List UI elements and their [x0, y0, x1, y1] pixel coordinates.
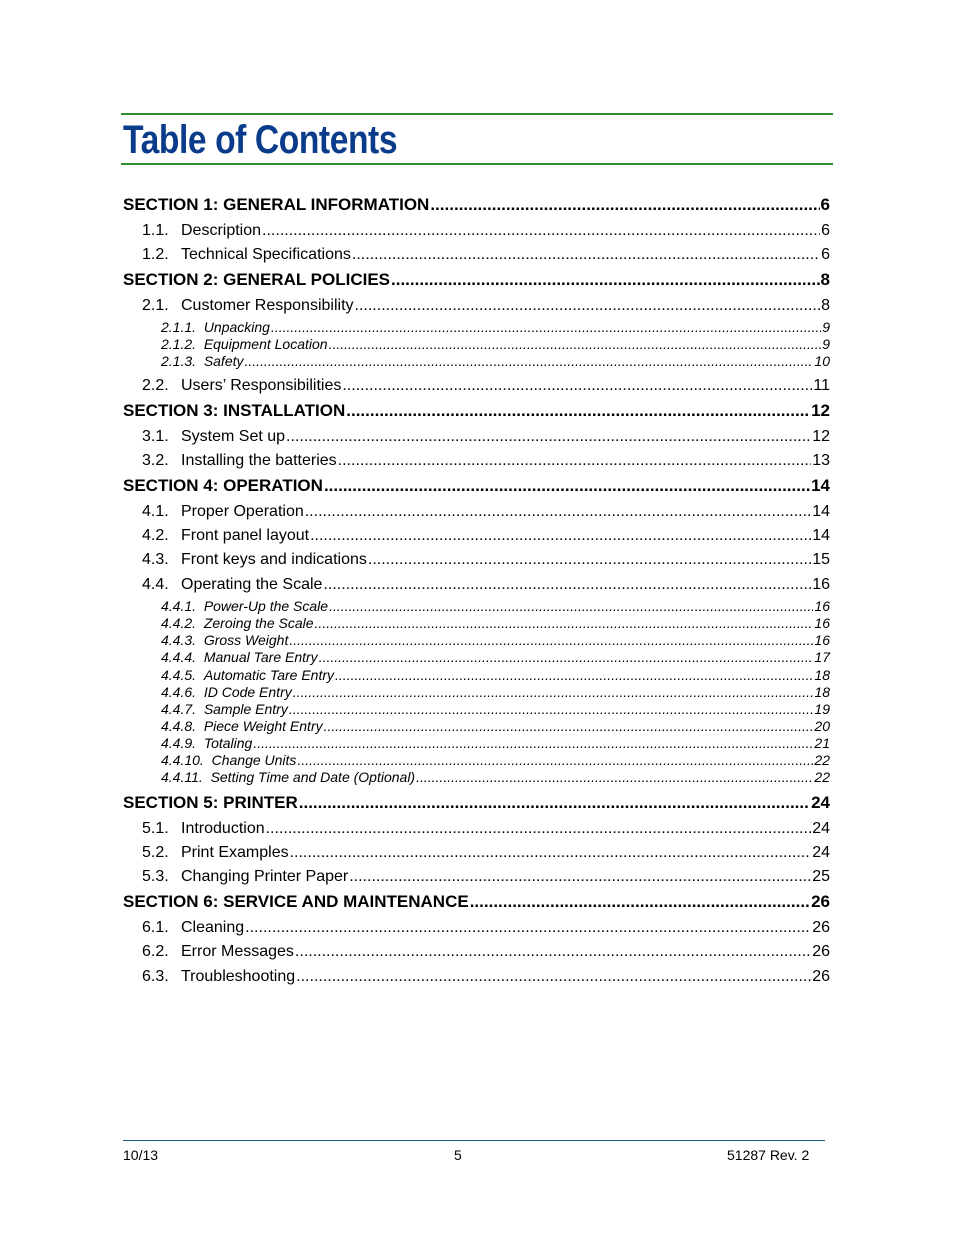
- toc-entry-text: SECTION 6: SERVICE AND MAINTENANCE: [123, 892, 469, 911]
- toc-entry-page: 8: [821, 297, 830, 314]
- toc-entry-label: [142, 574, 322, 595]
- toc-entry-text: SECTION 4: OPERATION: [123, 476, 323, 495]
- toc-leader-dots: [349, 866, 811, 887]
- toc-leader-dots: [346, 400, 810, 422]
- toc-entry-level-3[interactable]: [161, 336, 830, 353]
- toc-leader-dots: [290, 842, 812, 863]
- toc-entry-label: [142, 375, 341, 396]
- toc-leader-dots: [266, 818, 812, 839]
- toc-entry-label: [123, 194, 429, 216]
- toc-entry-label: [142, 295, 354, 316]
- toc-entry-number: 4.4.5.: [161, 667, 197, 683]
- toc-leader-dots: [416, 769, 813, 786]
- toc-entry-label: [142, 426, 285, 447]
- footer-rule: [123, 1140, 825, 1141]
- toc-entry-page: 6: [820, 195, 830, 214]
- toc-entry-level-2[interactable]: [142, 295, 830, 316]
- toc-entry-text: Change Units: [211, 752, 297, 768]
- toc-entry-number: 4.4.1.: [161, 598, 197, 614]
- toc-entry-text: System Set up: [181, 428, 286, 445]
- toc-leader-dots: [352, 244, 820, 265]
- toc-entry-level-2[interactable]: [142, 525, 830, 546]
- toc-entry-page: 24: [812, 844, 830, 861]
- toc-entry-text: Unpacking: [203, 319, 270, 335]
- toc-leader-dots: [430, 194, 819, 216]
- toc-entry-text: Totaling: [203, 735, 253, 751]
- toc-entry-text: Setting Time and Date (Optional): [210, 769, 416, 785]
- toc-entry-page: 24: [811, 793, 830, 812]
- toc-entry-level-3[interactable]: [161, 701, 830, 718]
- toc-entry-text: Sample Entry: [203, 701, 288, 717]
- toc-entry-level-2[interactable]: [142, 450, 830, 471]
- toc-entry-page: 6: [821, 222, 830, 239]
- toc-entry-label: [161, 684, 292, 701]
- toc-entry-text: Manual Tare Entry: [203, 649, 318, 665]
- toc-entry-number: 4.4.: [142, 576, 169, 593]
- toc-entry-label: [161, 353, 244, 370]
- toc-entry-page: 18: [814, 684, 830, 700]
- toc-entry-number: 1.1.: [142, 222, 169, 239]
- toc-leader-dots: [324, 475, 810, 497]
- toc-entry-label: [161, 598, 328, 615]
- toc-entry-level-2[interactable]: [142, 866, 830, 887]
- toc-leader-dots: [295, 941, 811, 962]
- toc-entry-page: 22: [814, 752, 830, 768]
- toc-entry-level-3[interactable]: [161, 598, 830, 615]
- toc-entry-text: SECTION 3: INSTALLATION: [123, 401, 346, 420]
- toc-entry-page: 11: [813, 377, 830, 394]
- toc-entry-label: [142, 842, 289, 863]
- toc-entry-number: 5.2.: [142, 844, 169, 861]
- toc-entry-label: [161, 701, 288, 718]
- toc-leader-dots: [289, 701, 814, 718]
- toc-entry-label: [142, 450, 337, 471]
- toc-entry-page: 16: [814, 615, 830, 631]
- toc-entry-page: 6: [821, 246, 830, 263]
- page-title: Table of Contents: [123, 118, 398, 162]
- toc-entry-text: Print Examples: [181, 844, 289, 861]
- toc-entry-text: Introduction: [181, 820, 265, 837]
- toc-entry-level-2[interactable]: [142, 426, 830, 447]
- toc-entry-page: 26: [812, 943, 830, 960]
- toc-entry-page: 17: [814, 649, 830, 665]
- toc-entry-level-3[interactable]: [161, 684, 830, 701]
- toc-entry-level-3[interactable]: [161, 667, 830, 684]
- toc-entry-text: Front panel layout: [181, 527, 310, 544]
- toc-entry-page: 13: [812, 452, 830, 469]
- toc-entry-level-2[interactable]: [142, 574, 830, 595]
- toc-entry-number: 6.1.: [142, 919, 169, 936]
- toc-entry-number: 4.4.10.: [161, 752, 204, 768]
- toc-entry-label: [142, 941, 294, 962]
- toc-entry-page: 22: [814, 769, 830, 785]
- toc-entry-page: 14: [812, 503, 830, 520]
- toc-leader-dots: [391, 269, 820, 291]
- toc-leader-dots: [286, 426, 811, 447]
- toc-entry-text: Installing the batteries: [181, 452, 337, 469]
- toc-entry-label: [142, 220, 261, 241]
- toc-entry-label: [161, 632, 288, 649]
- toc-entry-text: Front keys and indications: [181, 551, 367, 568]
- toc-entry-level-2[interactable]: [142, 818, 830, 839]
- toc-entry-label: [142, 917, 244, 938]
- toc-leader-dots: [310, 525, 811, 546]
- toc-entry-text: Changing Printer Paper: [181, 868, 349, 885]
- toc-entry-label: [161, 615, 314, 632]
- toc-entry-text: Gross Weight: [203, 632, 289, 648]
- toc-entry-level-1[interactable]: [123, 891, 830, 913]
- toc-entry-number: 5.3.: [142, 868, 169, 885]
- toc-leader-dots: [342, 375, 812, 396]
- toc-entry-level-2[interactable]: [142, 941, 830, 962]
- toc-entry-number: 4.4.11.: [161, 769, 203, 785]
- toc-entry-page: 19: [814, 701, 830, 717]
- toc-entry-level-3[interactable]: [161, 649, 830, 666]
- toc-leader-dots: [245, 917, 811, 938]
- toc-entry-level-3[interactable]: [161, 615, 830, 632]
- toc-leader-dots: [323, 574, 811, 595]
- toc-entry-number: 3.1.: [142, 428, 169, 445]
- toc-entry-number: 4.4.2.: [161, 615, 197, 631]
- toc-entry-label: [161, 319, 270, 336]
- toc-entry-number: 4.4.7.: [161, 701, 197, 717]
- toc-entry-number: 4.4.3.: [161, 632, 197, 648]
- toc-entry-text: Piece Weight Entry: [203, 718, 323, 734]
- toc-entry-page: 21: [814, 735, 830, 751]
- toc-entry-label: [161, 769, 415, 786]
- toc-leader-dots: [315, 615, 814, 632]
- toc-entry-text: SECTION 1: GENERAL INFORMATION: [123, 195, 430, 214]
- toc-entry-number: 2.1.2.: [161, 336, 197, 352]
- toc-entry-label: [142, 818, 265, 839]
- toc-leader-dots: [253, 735, 813, 752]
- toc-entry-level-3[interactable]: [161, 752, 830, 769]
- toc-entry-level-3[interactable]: [161, 735, 830, 752]
- toc-entry-level-2[interactable]: [142, 375, 830, 396]
- toc-leader-dots: [297, 752, 813, 769]
- toc-entry-label: [142, 966, 295, 987]
- toc-entry-page: 10: [814, 353, 830, 369]
- toc-entry-level-1[interactable]: [123, 475, 830, 497]
- toc-entry-text: Customer Responsibility: [181, 297, 354, 314]
- toc-entry-number: 2.1.3.: [161, 353, 197, 369]
- toc-entry-text: Troubleshooting: [181, 968, 296, 985]
- toc-entry-label: [142, 549, 367, 570]
- toc-leader-dots: [329, 598, 813, 615]
- toc-entry-text: SECTION 2: GENERAL POLICIES: [123, 270, 391, 289]
- toc-entry-label: [161, 735, 252, 752]
- toc-entry-label: [161, 718, 323, 735]
- toc-entry-number: 3.2.: [142, 452, 169, 469]
- toc-entry-label: [142, 866, 348, 887]
- toc-entry-number: 4.3.: [142, 551, 169, 568]
- toc-entry-text: Automatic Tare Entry: [203, 667, 335, 683]
- toc-entry-page: 26: [811, 892, 830, 911]
- toc-entry-number: 6.2.: [142, 943, 169, 960]
- toc-entry-label: [123, 269, 390, 291]
- toc-entry-page: 16: [814, 598, 830, 614]
- toc-entry-level-2[interactable]: [142, 966, 830, 987]
- toc-leader-dots: [271, 319, 821, 336]
- toc-entry-text: ID Code Entry: [203, 684, 292, 700]
- title-rule-bottom: [121, 163, 833, 165]
- toc-entry-page: 20: [814, 718, 830, 734]
- toc-entry-page: 16: [814, 632, 830, 648]
- toc-leader-dots: [293, 684, 814, 701]
- toc-leader-dots: [299, 792, 810, 814]
- toc-entry-page: 9: [822, 336, 830, 352]
- toc-entry-text: Power-Up the Scale: [203, 598, 329, 614]
- toc-entry-number: 1.2.: [142, 246, 169, 263]
- toc-entry-level-3[interactable]: [161, 769, 830, 786]
- toc-leader-dots: [335, 667, 813, 684]
- toc-entry-number: 2.2.: [142, 377, 169, 394]
- toc-entry-level-1[interactable]: [123, 194, 830, 216]
- toc-entry-label: [123, 475, 323, 497]
- toc-entry-page: 8: [820, 270, 830, 289]
- toc-leader-dots: [305, 501, 811, 522]
- toc-leader-dots: [296, 966, 811, 987]
- footer-date: 10/13: [123, 1147, 159, 1163]
- toc-entry-label: [161, 752, 296, 769]
- toc-entry-text: Proper Operation: [181, 503, 304, 520]
- toc-entry-number: 4.2.: [142, 527, 169, 544]
- toc-entry-label: [123, 400, 345, 422]
- toc-entry-level-1[interactable]: [123, 400, 830, 422]
- toc-entry-page: 12: [812, 428, 830, 445]
- toc-entry-label: [161, 667, 334, 684]
- toc-leader-dots: [319, 649, 814, 666]
- toc-entry-page: 18: [814, 667, 830, 683]
- toc-entry-level-2[interactable]: [142, 244, 830, 265]
- toc-entry-page: 26: [812, 968, 830, 985]
- toc-entry-text: Error Messages: [181, 943, 294, 960]
- toc-entry-level-2[interactable]: [142, 501, 830, 522]
- toc-entry-number: 2.1.: [142, 297, 169, 314]
- toc-entry-page: 26: [812, 919, 830, 936]
- toc-entry-level-3[interactable]: [161, 632, 830, 649]
- toc-entry-page: 14: [812, 527, 830, 544]
- toc-entry-number: 4.1.: [142, 503, 169, 520]
- toc-leader-dots: [329, 336, 822, 353]
- toc-entry-page: 24: [812, 820, 830, 837]
- toc-entry-number: 4.4.8.: [161, 718, 197, 734]
- footer-doc-id: 51287 Rev. 2: [727, 1147, 810, 1163]
- toc-leader-dots: [355, 295, 821, 316]
- toc-leader-dots: [262, 220, 820, 241]
- toc-entry-number: 2.1.1.: [161, 319, 197, 335]
- toc-entry-text: SECTION 5: PRINTER: [123, 793, 298, 812]
- toc-entry-text: Technical Specifications: [181, 246, 351, 263]
- title-rule-top: [121, 113, 833, 115]
- toc-entry-level-3[interactable]: [161, 319, 830, 336]
- footer-page-number: 5: [454, 1147, 462, 1163]
- toc-entry-level-1[interactable]: [123, 792, 830, 814]
- toc-leader-dots: [368, 549, 811, 570]
- toc-entry-text: Cleaning: [181, 919, 245, 936]
- toc-entry-level-2[interactable]: [142, 549, 830, 570]
- toc-entry-number: 4.4.6.: [161, 684, 197, 700]
- toc-entry-label: [123, 891, 469, 913]
- toc-leader-dots: [338, 450, 812, 471]
- toc-leader-dots: [245, 353, 814, 370]
- toc-entry-level-2[interactable]: [142, 220, 830, 241]
- toc-entry-page: 9: [822, 319, 830, 335]
- toc-entry-number: 4.4.4.: [161, 649, 197, 665]
- toc-entry-number: 6.3.: [142, 968, 169, 985]
- toc-entry-level-1[interactable]: [123, 269, 830, 291]
- toc-entry-level-2[interactable]: [142, 842, 830, 863]
- toc-entry-label: [123, 792, 298, 814]
- toc-entry-level-3[interactable]: [161, 718, 830, 735]
- toc-entry-text: Safety: [203, 353, 244, 369]
- toc-entry-text: Description: [181, 222, 262, 239]
- toc-leader-dots: [470, 891, 810, 913]
- toc-entry-page: 12: [811, 401, 830, 420]
- toc-entry-text: Zeroing the Scale: [203, 615, 314, 631]
- toc-entry-number: 4.4.9.: [161, 735, 197, 751]
- toc-entry-level-3[interactable]: [161, 353, 830, 370]
- toc-entry-page: 15: [812, 551, 830, 568]
- toc-entry-text: Operating the Scale: [181, 576, 323, 593]
- toc-entry-page: 14: [811, 476, 830, 495]
- toc-leader-dots: [289, 632, 813, 649]
- toc-entry-label: [142, 244, 351, 265]
- toc-entry-label: [142, 525, 309, 546]
- toc-entry-page: 16: [812, 576, 830, 593]
- toc-entry-label: [161, 336, 328, 353]
- toc-entry-page: 25: [812, 868, 830, 885]
- toc-entry-text: Equipment Location: [203, 336, 328, 352]
- toc-entry-level-2[interactable]: [142, 917, 830, 938]
- toc-leader-dots: [324, 718, 814, 735]
- toc-entry-label: [142, 501, 304, 522]
- toc-entry-number: 5.1.: [142, 820, 169, 837]
- toc-entry-label: [161, 649, 318, 666]
- toc-entry-text: Users’ Responsibilities: [181, 377, 342, 394]
